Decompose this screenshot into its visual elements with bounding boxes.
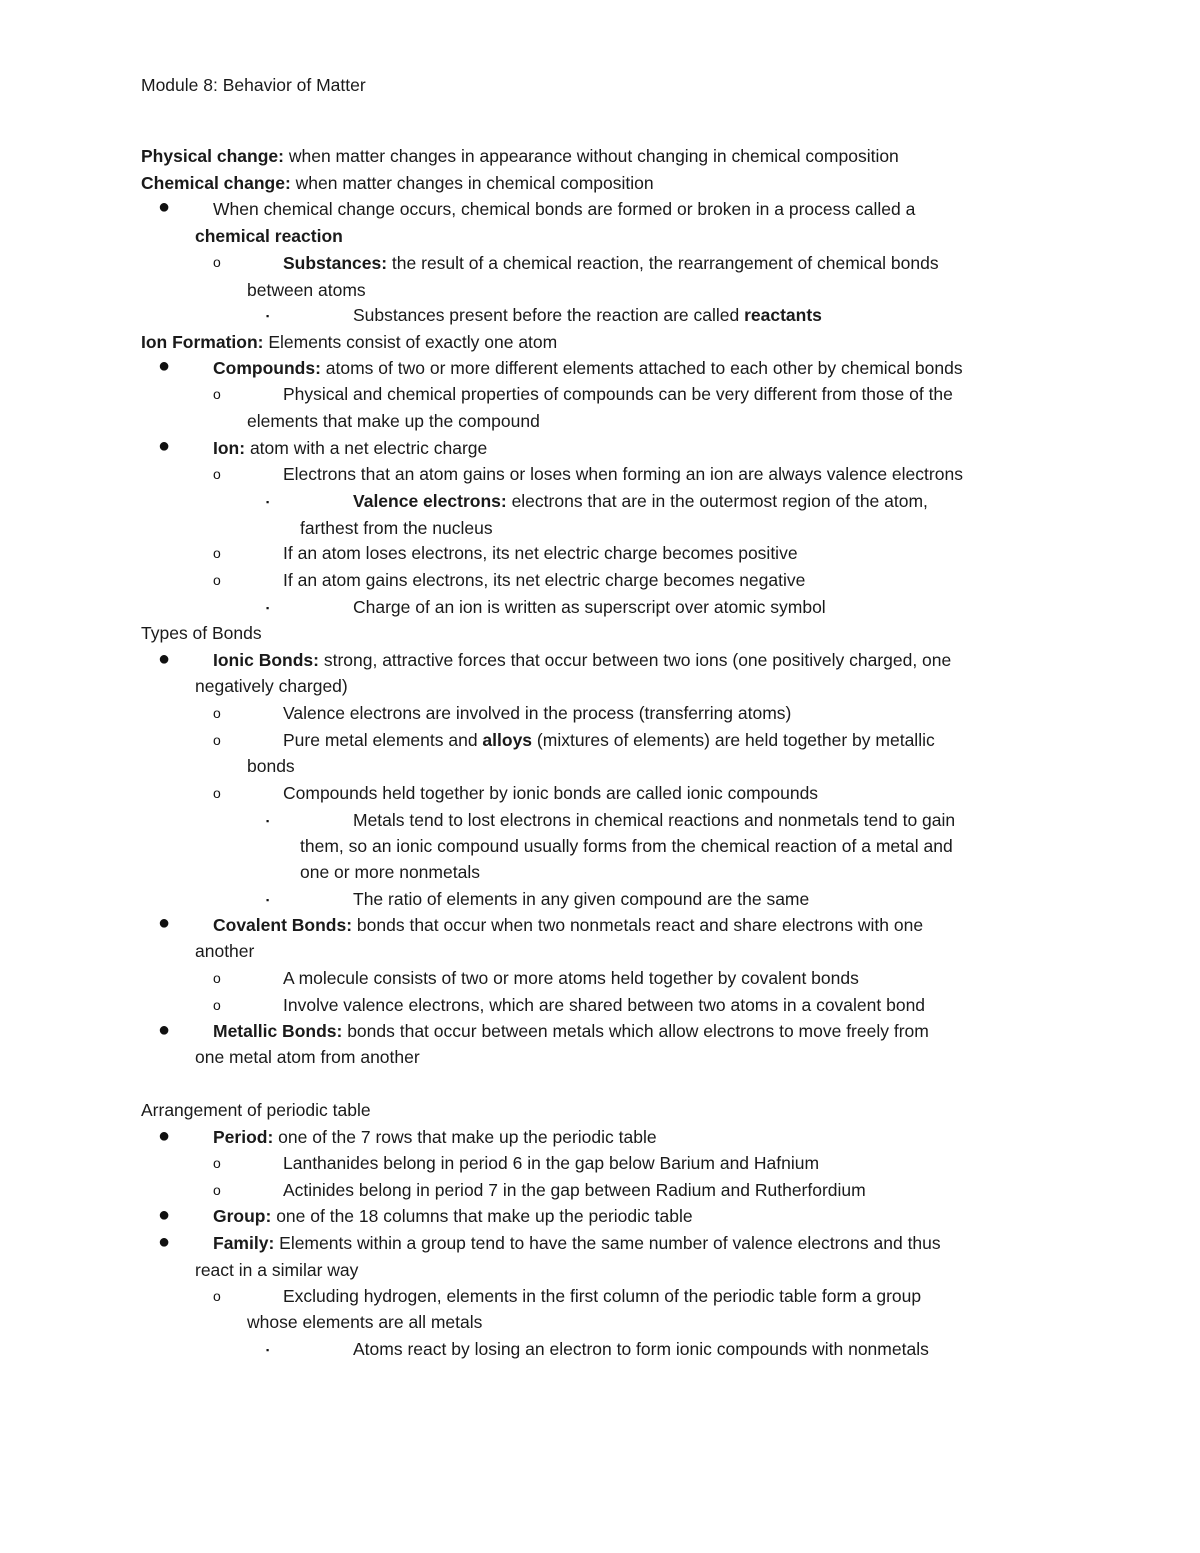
ion-line	[213, 437, 487, 459]
bullet-level1-icon: ●	[158, 648, 171, 670]
compounds-sub-line: Physical and chemical properties of compounds can be very different from those of the	[283, 384, 953, 404]
bullet-level2-icon: o	[213, 997, 221, 1013]
bullet-level1-icon: ●	[158, 435, 171, 457]
period-term: Period:	[213, 1127, 274, 1147]
bullet-level1-icon: ●	[158, 196, 171, 218]
physical-change-definition: when matter changes in appearance without changing in chemical composition	[283, 146, 899, 166]
metallic-bonds-line-cont: one metal atom from another	[195, 1047, 420, 1067]
chemical-change-definition: when matter changes in chemical composition	[290, 173, 654, 193]
ion-sub-line-2: If an atom loses electrons, its net electric charge becomes positive	[283, 543, 798, 563]
bullet-level2-icon: o	[213, 254, 221, 270]
periodic-table-heading: Arrangement of periodic table	[141, 1100, 371, 1120]
bullet-level2-icon: o	[213, 705, 221, 721]
ion-charge-line: Charge of an ion is written as superscript over atomic symbol	[353, 597, 826, 617]
ionic-bonds-line	[213, 649, 951, 671]
substances-line	[283, 252, 939, 274]
first-column-line: Excluding hydrogen, elements in the first column of the periodic table form a group	[283, 1286, 922, 1306]
valence-electrons-line-cont: farthest from the nucleus	[300, 518, 493, 538]
covalent-bonds-line-cont: another	[195, 941, 255, 961]
alloys-term: alloys	[482, 730, 533, 750]
ratio-line: The ratio of elements in any given compound are the same	[353, 889, 810, 909]
valence-electrons-term: Valence electrons:	[353, 491, 507, 511]
types-of-bonds-heading: Types of Bonds	[141, 623, 262, 643]
metallic-bonds-term: Metallic Bonds:	[213, 1021, 343, 1041]
chemical-change-term: Chemical change:	[141, 173, 291, 193]
bullet-level1-icon: ●	[158, 1231, 171, 1253]
bullet-level2-icon: o	[213, 970, 221, 986]
metals-line-2: them, so an ionic compound usually forms from the chemical reaction of a metal and	[300, 836, 953, 856]
bullet-level3-icon: ▪	[266, 603, 270, 613]
covalent-bonds-term: Covalent Bonds:	[213, 915, 353, 935]
bullet-level3-icon: ▪	[266, 895, 270, 905]
bullet-level2-icon: o	[213, 1288, 221, 1304]
family-line	[213, 1232, 941, 1254]
alloys-text-a: Pure metal elements and	[283, 730, 483, 750]
metals-line-1: Metals tend to lost electrons in chemical reactions and nonmetals tend to gain	[353, 810, 956, 830]
chemical-reaction-term-line	[195, 225, 343, 247]
bullet-level2-icon: o	[213, 1182, 221, 1198]
group-line	[213, 1205, 693, 1227]
substances-term: Substances:	[283, 253, 388, 273]
covalent-bonds-line	[213, 914, 923, 936]
compounds-definition: atoms of two or more different elements attached to each other by chemical bonds	[320, 358, 963, 378]
covalent-sub-line-1: A molecule consists of two or more atoms held together by covalent bonds	[283, 968, 859, 988]
ion-formation-term: Ion Formation:	[141, 332, 264, 352]
physical-change-term: Physical change:	[141, 146, 284, 166]
bullet-level3-icon: ▪	[266, 1345, 270, 1355]
group-definition: one of the 18 columns that make up the periodic table	[271, 1206, 693, 1226]
atoms-react-line: Atoms react by losing an electron to form ionic compounds with nonmetals	[353, 1339, 929, 1359]
chemical-reaction-term: chemical reaction	[195, 226, 343, 246]
bullet-level1-icon: ●	[158, 1019, 171, 1041]
reactants-line	[353, 304, 822, 326]
bullet-level2-icon: o	[213, 572, 221, 588]
bullet-level3-icon: ▪	[266, 311, 270, 321]
actinides-line: Actinides belong in period 7 in the gap between Radium and Rutherfordium	[283, 1180, 866, 1200]
family-term: Family:	[213, 1233, 275, 1253]
compounds-sub-line-cont: elements that make up the compound	[247, 411, 540, 431]
valence-electrons-line	[353, 490, 928, 512]
lanthanides-line: Lanthanides belong in period 6 in the gap below Barium and Hafnium	[283, 1153, 820, 1173]
ionic-sub-line-1: Valence electrons are involved in the process (transferring atoms)	[283, 703, 792, 723]
ion-sub-line-1: Electrons that an atom gains or loses when forming an ion are always valence electrons	[283, 464, 963, 484]
reactants-text: Substances present before the reaction are called	[353, 305, 745, 325]
reactants-term: reactants	[744, 305, 822, 325]
bullet-level1-icon: ●	[158, 1125, 171, 1147]
substances-line-cont: between atoms	[247, 280, 366, 300]
alloys-line-cont: bonds	[247, 756, 295, 776]
bullet-level3-icon: ▪	[266, 497, 270, 507]
metals-line-3: one or more nonmetals	[300, 862, 480, 882]
page-title: Module 8: Behavior of Matter	[141, 75, 366, 95]
compounds-term: Compounds:	[213, 358, 321, 378]
substances-definition: the result of a chemical reaction, the rearrangement of chemical bonds	[387, 253, 939, 273]
alloys-text-b: (mixtures of elements) are held together by metallic	[532, 730, 935, 750]
bullet-level2-icon: o	[213, 545, 221, 561]
ion-formation-definition: Elements consist of exactly one atom	[263, 332, 558, 352]
bullet-level2-icon: o	[213, 386, 221, 402]
bullet-level1-icon: ●	[158, 355, 171, 377]
chemical-change-line	[141, 172, 654, 194]
period-line	[213, 1126, 657, 1148]
ionic-bonds-definition: strong, attractive forces that occur between two ions (one positively charged, one	[318, 650, 952, 670]
ionic-bonds-line-cont: negatively charged)	[195, 676, 348, 696]
first-column-line-cont: whose elements are all metals	[247, 1312, 483, 1332]
group-term: Group:	[213, 1206, 272, 1226]
compounds-line	[213, 357, 963, 379]
chemical-reaction-bullet-text: When chemical change occurs, chemical bonds are formed or broken in a process called a	[213, 199, 916, 219]
physical-change-line	[141, 145, 899, 167]
period-definition: one of the 7 rows that make up the periodic table	[273, 1127, 657, 1147]
bullet-level2-icon: o	[213, 732, 221, 748]
metallic-bonds-definition: bonds that occur between metals which allow electrons to move freely from	[342, 1021, 929, 1041]
bullet-level2-icon: o	[213, 466, 221, 482]
covalent-bonds-definition: bonds that occur when two nonmetals react and share electrons with one	[352, 915, 924, 935]
ion-definition: atom with a net electric charge	[245, 438, 488, 458]
family-definition: Elements within a group tend to have the same number of valence electrons and thus	[274, 1233, 941, 1253]
family-line-cont: react in a similar way	[195, 1260, 359, 1280]
valence-electrons-definition: electrons that are in the outermost region of the atom,	[506, 491, 928, 511]
ion-formation-line	[141, 331, 557, 353]
ion-term: Ion:	[213, 438, 246, 458]
metallic-bonds-line	[213, 1020, 929, 1042]
bullet-level1-icon: ●	[158, 912, 171, 934]
covalent-sub-line-2: Involve valence electrons, which are shared between two atoms in a covalent bond	[283, 995, 926, 1015]
bullet-level3-icon: ▪	[266, 816, 270, 826]
bullet-level2-icon: o	[213, 1155, 221, 1171]
bullet-level1-icon: ●	[158, 1204, 171, 1226]
ion-sub-line-3: If an atom gains electrons, its net electric charge becomes negative	[283, 570, 806, 590]
ionic-bonds-term: Ionic Bonds:	[213, 650, 319, 670]
alloys-line	[283, 729, 935, 751]
ionic-compounds-line: Compounds held together by ionic bonds are called ionic compounds	[283, 783, 819, 803]
bullet-level2-icon: o	[213, 785, 221, 801]
